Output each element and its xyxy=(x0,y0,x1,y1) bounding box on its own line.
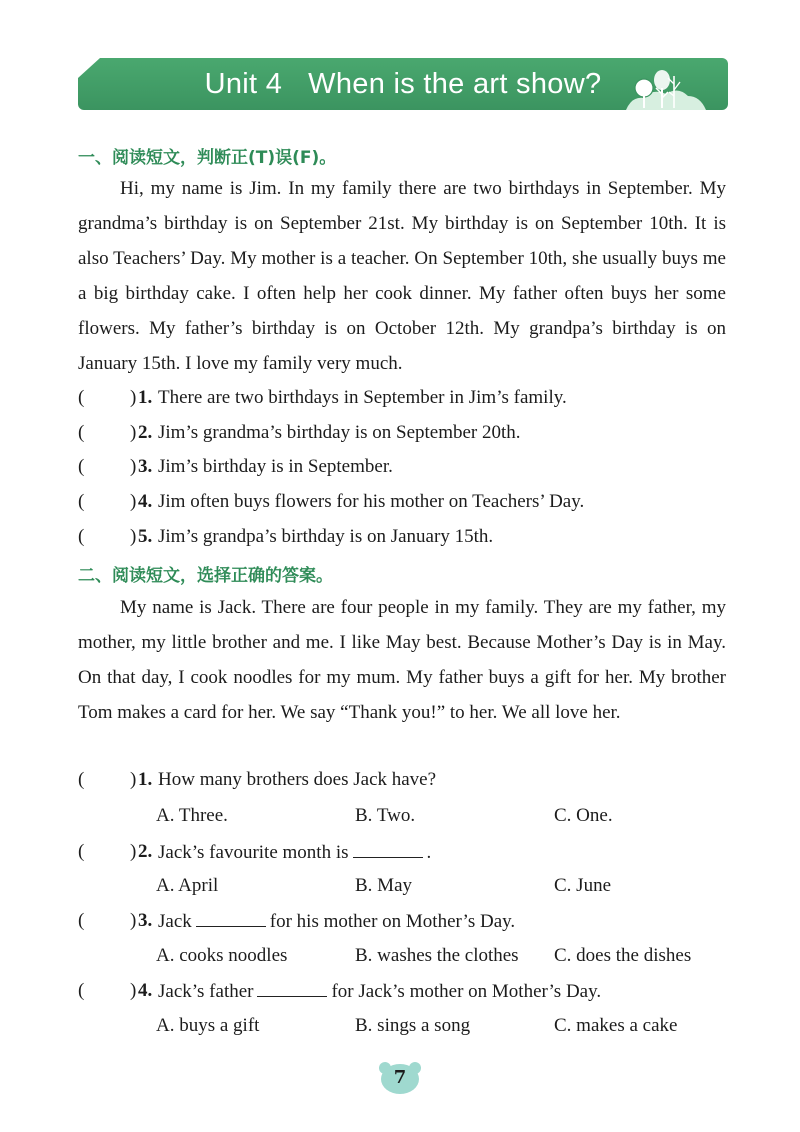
question-text-after: for his mother on Mother’s Day. xyxy=(269,911,516,932)
question-text: Jim’s grandpa’s birthday is on January 15th. xyxy=(158,526,494,547)
s2-q2-option-c: C. June xyxy=(554,875,611,896)
s2-question-3 xyxy=(78,906,738,936)
s2-q1-option-c: C. One. xyxy=(554,805,613,826)
section2-heading: 二、阅读短文，选择正确的答案。 xyxy=(78,566,333,586)
question-number: 1. xyxy=(138,769,153,790)
question-text-after: for Jack’s mother on Mother’s Day. xyxy=(331,981,602,1002)
question-number: 2. xyxy=(138,422,153,443)
answer-blank xyxy=(353,837,423,858)
s2-q2-option-b: B. May xyxy=(355,875,412,896)
s1-question-1 xyxy=(78,383,738,413)
answer-paren-right: ) xyxy=(130,491,137,512)
answer-paren-left: ( xyxy=(78,980,85,1001)
question-text: Jim often buys flowers for his mother on Teachers’ Day. xyxy=(158,491,585,512)
answer-paren-right: ) xyxy=(130,841,137,862)
s2-q4-option-c: C. makes a cake xyxy=(554,1015,678,1036)
s1-question-3 xyxy=(78,452,738,482)
s2-q1-option-b: B. Two. xyxy=(355,805,416,826)
s2-q4-option-a: A. buys a gift xyxy=(156,1015,260,1036)
tree-decoration-icon xyxy=(622,66,706,110)
question-text-before: Jack’s father xyxy=(158,981,254,1002)
question-number: 4. xyxy=(138,491,153,512)
s1-question-5 xyxy=(78,522,738,552)
s2-q3-option-b: B. washes the clothes xyxy=(355,945,519,966)
s2-q3-option-a: A. cooks noodles xyxy=(156,945,288,966)
section2-passage: My name is Jack. There are four people in my family. They are my father, my mother, my little brother and me. I like May best. Because Mother’s Day is in May. On that day, I cook noodles for my mum. My father buys a gift for her. My brother Tom makes a card for her. We say “Thank you!” to her. We all love her. xyxy=(78,597,726,723)
s2-q4-option-b: B. sings a song xyxy=(355,1015,471,1036)
answer-paren-right: ) xyxy=(130,910,137,931)
section1-heading: 一、阅读短文，判断正(T)误(F)。 xyxy=(78,148,337,168)
s1-question-2 xyxy=(78,418,738,448)
answer-paren-right: ) xyxy=(130,980,137,1001)
unit-label: Unit 4 xyxy=(204,68,283,100)
answer-paren-left: ( xyxy=(78,841,85,862)
answer-paren-right: ) xyxy=(130,526,137,547)
question-text-before: Jack xyxy=(158,911,192,932)
s2-question-4 xyxy=(78,976,738,1006)
question-text: There are two birthdays in September in Jim’s family. xyxy=(158,387,567,408)
question-number: 4. xyxy=(138,980,153,1001)
question-number: 1. xyxy=(138,387,153,408)
section1-passage: Hi, my name is Jim. In my family there are two birthdays in September. My grandma’s birthday is on September 21st. My birthday is on September 10th. It is also Teachers’ Day. My mother is a teacher. On September 10th, she usually buys me a big birthday cake. I often help her cook dinner. My father often buys her some flowers. My father’s birthday is on October 12th. My grandpa’s birthday is on January 15th. I love my family very much. xyxy=(78,178,726,374)
s2-q3-option-c: C. does the dishes xyxy=(554,945,692,966)
s1-question-4 xyxy=(78,487,738,517)
answer-paren-right: ) xyxy=(130,387,137,408)
question-text: Jim’s birthday is in September. xyxy=(158,456,393,477)
question-text-before: Jack’s favourite month is xyxy=(158,842,349,863)
answer-paren-right: ) xyxy=(130,769,137,790)
s2-q1-option-a: A. Three. xyxy=(156,805,228,826)
answer-paren-left: ( xyxy=(78,491,85,512)
answer-paren-left: ( xyxy=(78,456,85,477)
question-text-after: . xyxy=(426,842,432,863)
page-number-badge xyxy=(376,1059,424,1095)
question-number: 3. xyxy=(138,910,153,931)
question-number: 3. xyxy=(138,456,153,477)
question-number: 2. xyxy=(138,841,153,862)
answer-paren-left: ( xyxy=(78,910,85,931)
answer-paren-right: ) xyxy=(130,422,137,443)
question-text: How many brothers does Jack have? xyxy=(158,769,437,790)
answer-paren-right: ) xyxy=(130,456,137,477)
answer-paren-left: ( xyxy=(78,422,85,443)
question-text xyxy=(158,906,515,937)
question-number: 5. xyxy=(138,526,153,547)
answer-paren-left: ( xyxy=(78,387,85,408)
unit-title: When is the art show? xyxy=(308,68,602,100)
s2-question-2 xyxy=(78,837,738,867)
answer-paren-left: ( xyxy=(78,526,85,547)
question-text: Jim’s grandma’s birthday is on September 20th. xyxy=(158,422,521,443)
page-number: 7 xyxy=(393,1067,407,1088)
answer-blank xyxy=(196,906,266,927)
answer-blank xyxy=(257,976,327,997)
answer-paren-left: ( xyxy=(78,769,85,790)
s2-question-1 xyxy=(78,765,738,795)
question-text xyxy=(158,837,431,868)
s2-q2-option-a: A. April xyxy=(156,875,219,896)
question-text xyxy=(158,976,601,1007)
